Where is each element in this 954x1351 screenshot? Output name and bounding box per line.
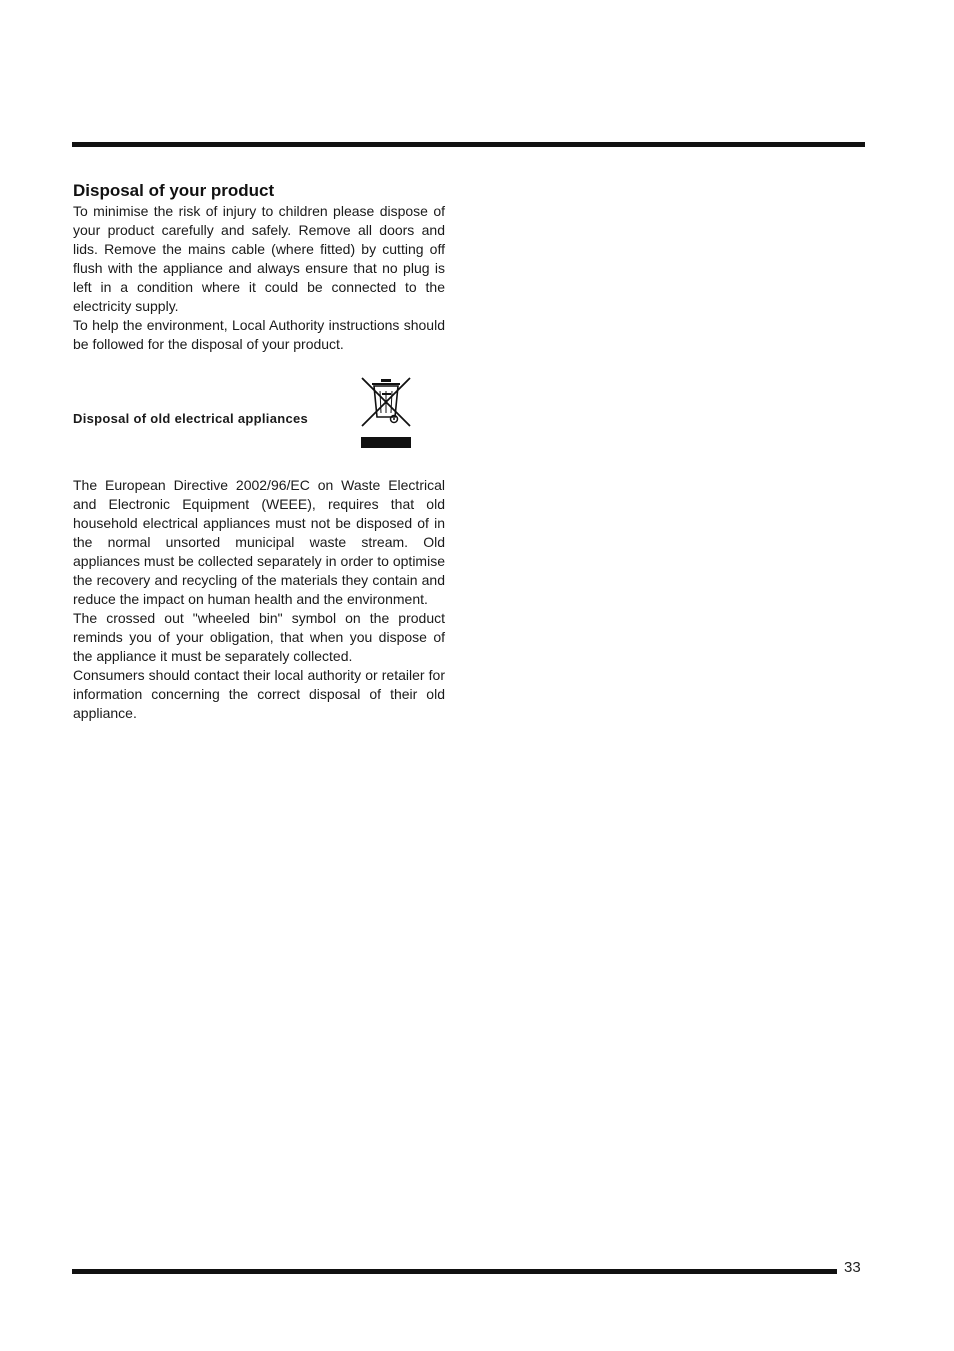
top-rule xyxy=(72,142,865,147)
crossed-out-wheeled-bin-icon xyxy=(360,377,412,449)
disposal-product-paragraph-1: To minimise the risk of injury to children please dispose of your product carefully and safely. Remove all doors and lids. Remove the mains cable (where fitted) by cutting off flush with the appliance and always ensure that no plug is left in a condition where it could be connected to the electricity supply. xyxy=(73,203,445,314)
disposal-product-heading: Disposal of your product xyxy=(73,181,275,200)
weee-paragraph-3: Consumers should contact their local authority or retailer for information concerning the correct disposal of their old appliance. xyxy=(73,667,445,721)
weee-heading: Disposal of old electrical appliances xyxy=(73,411,309,426)
weee-heading-row xyxy=(73,377,445,452)
disposal-product-paragraph-2: To help the environment, Local Authority instructions should be followed for the disposal of your product. xyxy=(73,317,445,352)
weee-body xyxy=(73,476,445,723)
main-content xyxy=(73,180,445,723)
weee-paragraph-1: The European Directive 2002/96/EC on Waste Electrical and Electronic Equipment (WEEE), requires that old household electrical appliances must not be disposed of in the normal unsorted municipal waste stream. Old appliances must be collected separately in order to optimise the recovery and recycling of the materials they contain and reduce the impact on human health and the environment. xyxy=(73,477,445,607)
bottom-rule xyxy=(72,1269,837,1274)
weee-paragraph-2: The crossed out "wheeled bin" symbol on the product reminds you of your obligation, that when you dispose of the appliance it must be separately collected. xyxy=(73,610,445,664)
page-number: 33 xyxy=(844,1259,861,1276)
